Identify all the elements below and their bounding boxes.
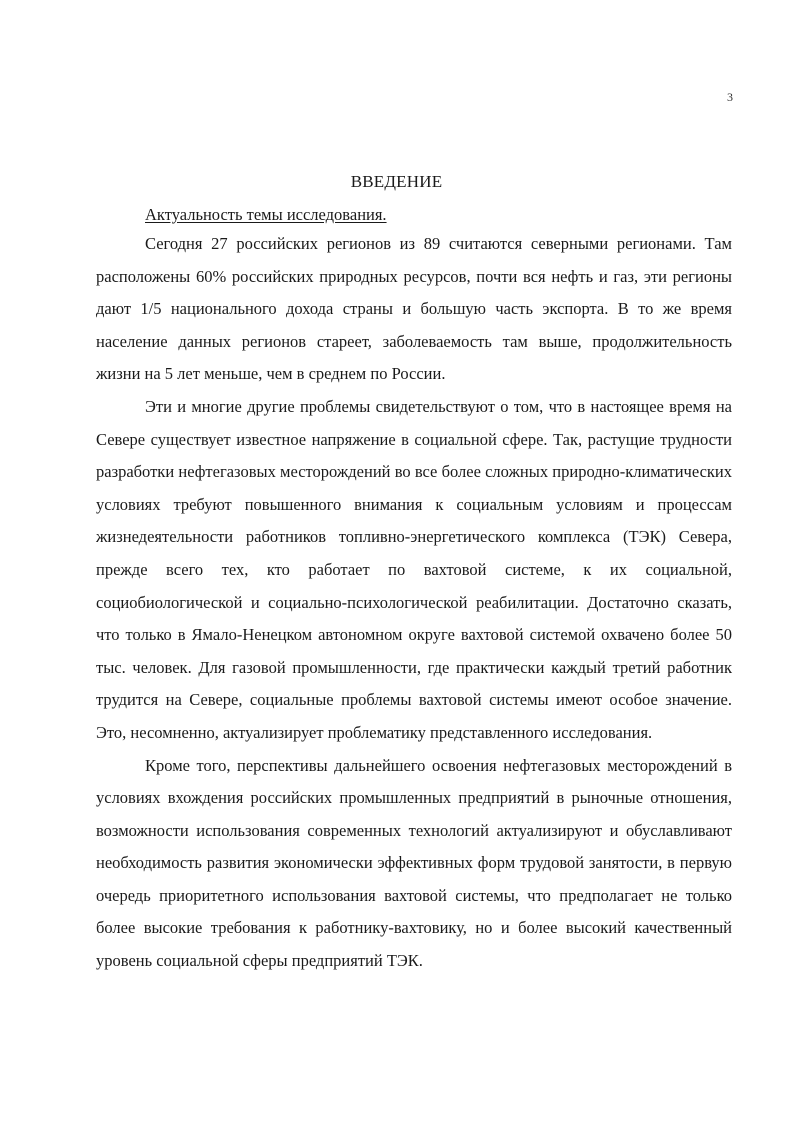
- paragraph-1: Сегодня 27 российских регионов из 89 считаются северными регионами. Там расположены 60% российских природных ресурсов, почти вся нефть и газ, эти регионы дают 1/5 национального дохода страны и большую часть экспорта. В то же время население данных регионов стареет, заболеваемость там выше, продолжительность жизни на 5 лет меньше, чем в среднем по России.: [96, 234, 732, 384]
- paragraph-2: Эти и многие другие проблемы свидетельствуют о том, что в настоящее время на Севере существует известное напряжение в социальной сфере. Так, растущие трудности разработки нефтегазовых месторождений во все более сложных природно-климатических условиях требуют повышенного внимания к социальным условиям и процессам жизнедеятельности работников топливно-энергетического комплекса (ТЭК) Севера, прежде всего тех, кто работает по вахтовой системе, к их социальной, социобиологической и социально-психологической реабилитации. Достаточно сказать, что только в Ямало-Ненецком автономном округе вахтовой системой охвачено более 50 тыс. человек. Для газовой промышленности, где практически каждый третий работник трудится на Севере, социальные проблемы вахтовой системы имеют особое значение. Это, несомненно, актуализирует проблематику представленного исследования.: [96, 396, 732, 742]
- body-text: [96, 228, 732, 978]
- section-subtitle: Актуальность темы исследования.: [145, 205, 387, 224]
- page-number: 3: [727, 90, 733, 104]
- paragraph-3: Кроме того, перспективы дальнейшего освоения нефтегазовых месторождений в условиях вхождения российских промышленных предприятий в рыночные отношения, возможности использования современных технологий актуализируют и обуславливают необходимость развития экономически эффективных форм трудовой занятости, в первую очередь приоритетного использования вахтовой системы, что предполагает не только более высокие требования к работнику-вахтовику, но и более высокий качественный уровень социальной сферы предприятий ТЭК.: [96, 755, 732, 971]
- section-title: ВВЕДЕНИЕ: [350, 172, 443, 191]
